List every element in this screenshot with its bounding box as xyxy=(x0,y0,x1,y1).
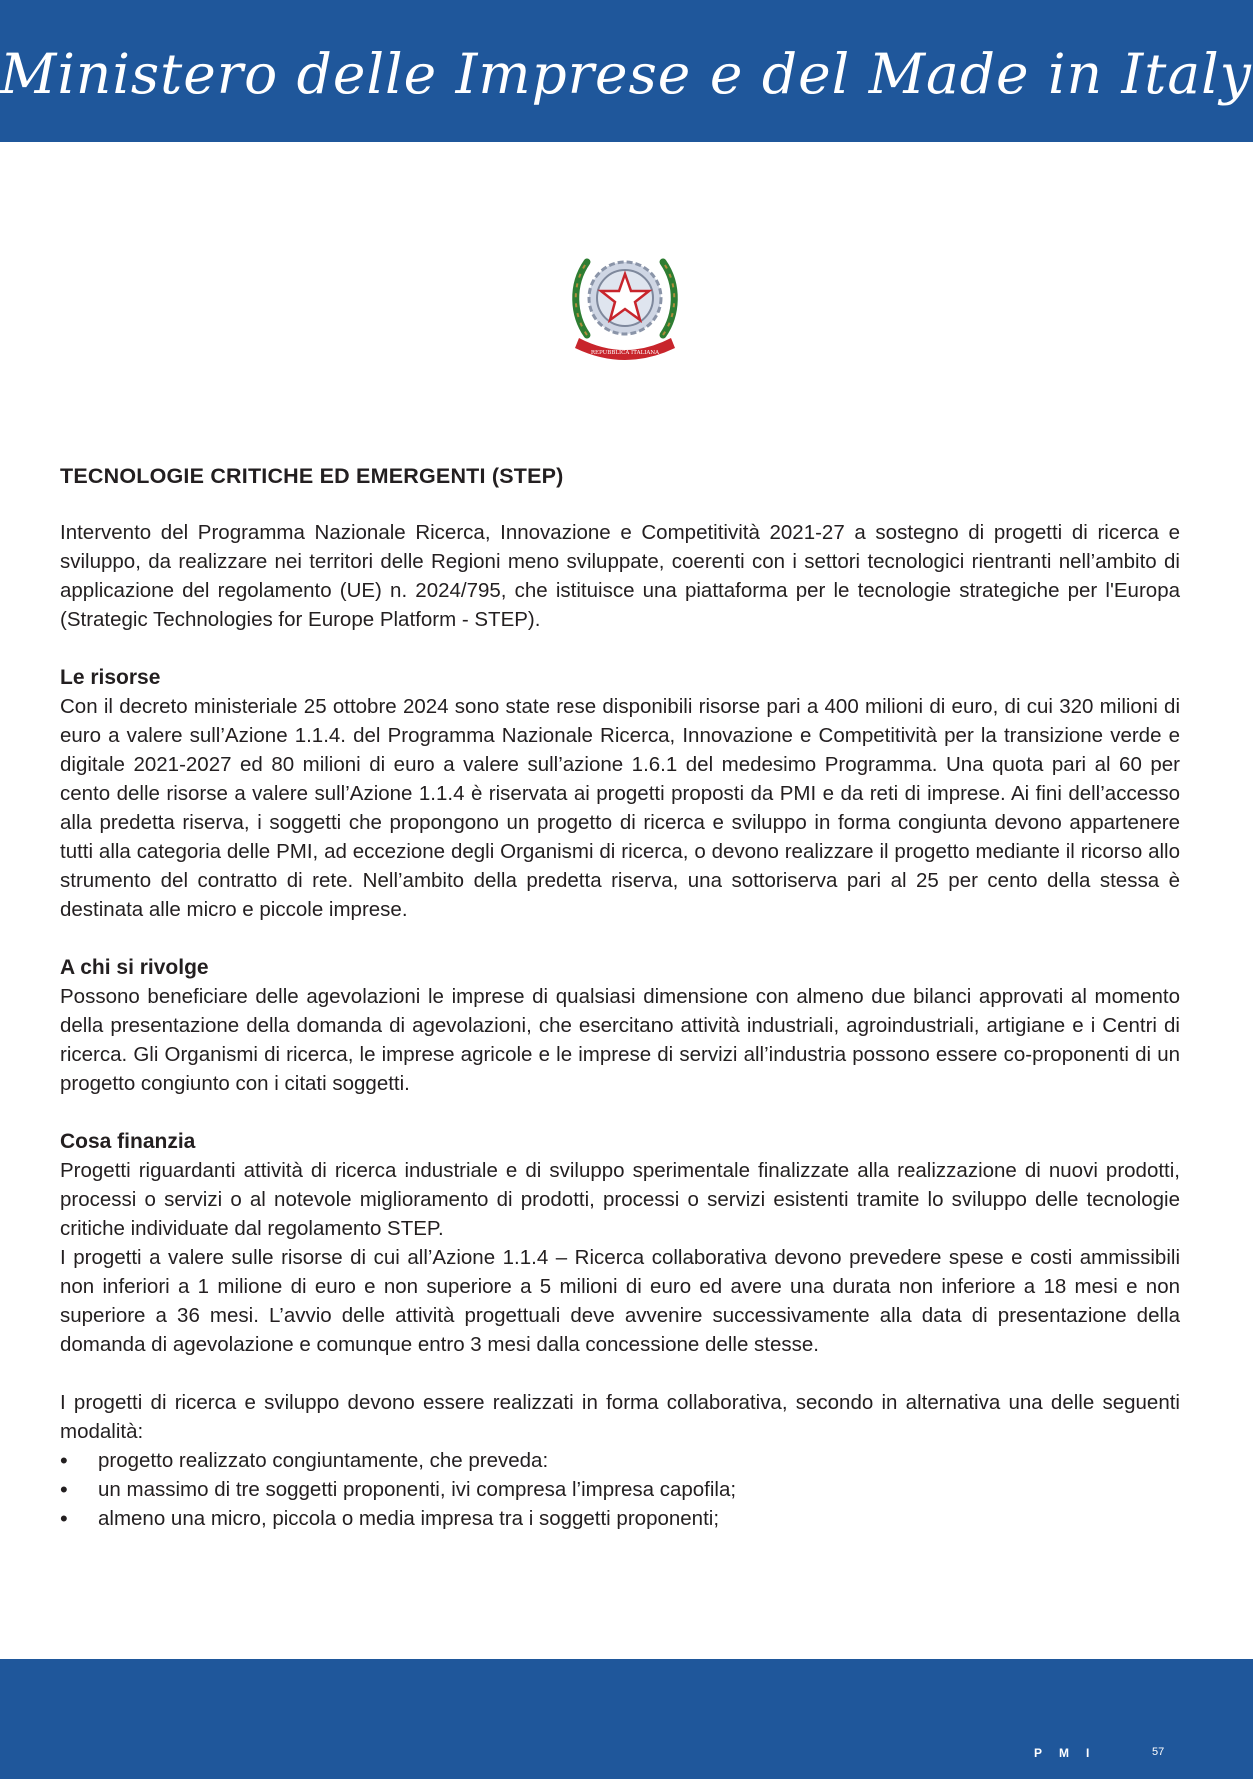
audience-heading: A chi si rivolge xyxy=(60,956,209,979)
footer-label: PMI xyxy=(1034,1746,1107,1760)
emblem-ribbon-text: REPUBBLICA ITALIANA xyxy=(590,350,660,356)
ministry-title: Ministero delle Imprese e del Made in Italy xyxy=(0,42,1252,106)
financing-paragraph-1: Progetti riguardanti attività di ricerca industriale e di sviluppo sperimentale finalizzate alla realizzazione di nuovi prodotti, processi o servizi o al notevole miglioramento di prodotti, processi o servizi esistenti tramite lo sviluppo delle tecnologie critiche individuate dal regolamento STEP. xyxy=(60,1159,1180,1240)
resources-paragraph: Con il decreto ministeriale 25 ottobre 2024 sono state rese disponibili risorse pari a 400 milioni di euro, di cui 320 milioni di euro a valere sull’Azione 1.1.4. del Programma Nazionale Ricerca, Innovazione e Competitività per la transizione verde e digitale 2021-2027 ed 80 milioni di euro a valere sull’azione 1.6.1 del medesimo Programma. Una quota pari al 60 per cento delle risorse a valere sull’Azione 1.1.4 è riservata ai progetti proposti da PMI e da reti di imprese. Ai fini dell’accesso alla predetta riserva, i soggetti che propongono un progetto di ricerca e sviluppo in forma congiunta devono appartenere tutti alla categoria delle PMI, ad eccezione degli Organismi di ricerca, o devono realizzare il progetto mediante il ricorso allo strumento del contratto di rete. Nell’ambito della predetta riserva, una sottoriserva pari al 25 per cento della stessa è destinata alle micro e piccole imprese. xyxy=(60,695,1180,921)
intro-paragraph: Intervento del Programma Nazionale Ricerca, Innovazione e Competitività 2021-27 a sostegno di progetti di ricerca e sviluppo, da realizzare nei territori delle Regioni meno sviluppate, coerenti con i settori tecnologici rientranti nell’ambito di applicazione del regolamento (UE) n. 2024/795, che istituisce una piattaforma per le tecnologie strategiche per l'Europa (Strategic Technologies for Europe Platform - STEP). xyxy=(60,521,1180,631)
footer-banner xyxy=(0,1659,1253,1779)
list-item: • un massimo di tre soggetti proponenti, ivi compresa l’impresa capofila; xyxy=(60,1475,1180,1504)
document-body xyxy=(60,462,1180,1533)
financing-paragraph-2: I progetti a valere sulle risorse di cui all’Azione 1.1.4 – Ricerca collaborativa devono prevedere spese e costi ammissibili non inferiori a 1 milione di euro e non superiore a 5 milioni di euro ed avere una durata non inferiore a 18 mesi e non superiore a 36 mesi. L’avvio delle attività progettuali deve avvenire successivamente alla data di presentazione della domanda di agevolazione e comunque entro 3 mesi dalla concessione delle stesse. xyxy=(60,1246,1180,1356)
emblem-of-italy xyxy=(565,240,685,365)
modalities-paragraph: I progetti di ricerca e sviluppo devono essere realizzati in forma collaborativa, secondo in alternativa una delle seguenti modalità: xyxy=(60,1391,1180,1443)
list-item: • progetto realizzato congiuntamente, che preveda: xyxy=(60,1446,1180,1475)
list-item: • almeno una micro, piccola o media impresa tra i soggetti proponenti; xyxy=(60,1504,1180,1533)
resources-heading: Le risorse xyxy=(60,666,161,689)
financing-heading: Cosa finanzia xyxy=(60,1130,196,1153)
page-number: 57 xyxy=(1152,1746,1165,1758)
modalities-list xyxy=(60,1446,1180,1533)
audience-paragraph: Possono beneficiare delle agevolazioni le imprese di qualsiasi dimensione con almeno due bilanci approvati al momento della presentazione della domanda di agevolazioni, che esercitano attività industriali, agroindustriali, artigiane e i Centri di ricerca. Gli Organismi di ricerca, le imprese agricole e le imprese di servizi all’industria possono essere co-proponenti di un progetto congiunto con i citati soggetti. xyxy=(60,985,1180,1095)
section-title: TECNOLOGIE CRITICHE ED EMERGENTI (STEP) xyxy=(60,464,564,488)
